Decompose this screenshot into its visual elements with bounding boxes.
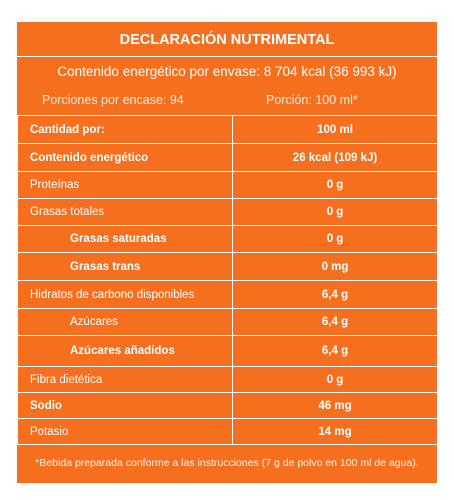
nutrient-name: Potasio <box>18 419 233 445</box>
nutrition-facts-panel <box>17 22 437 483</box>
nutrient-value: 100 ml <box>233 116 438 144</box>
table-row <box>18 226 438 253</box>
table-row <box>18 367 438 393</box>
nutrient-value: 6,4 g <box>233 281 438 309</box>
nutrient-value: 6,4 g <box>233 309 438 336</box>
nutrient-name: Grasas trans <box>18 253 233 281</box>
nutrient-value: 46 mg <box>233 393 438 419</box>
nutrient-name: Azúcares <box>18 309 233 336</box>
nutrient-name: Contenido energético <box>18 144 233 172</box>
serving-info <box>17 87 437 115</box>
table-row <box>18 116 438 144</box>
label-title: DECLARACIÓN NUTRIMENTAL <box>17 22 437 57</box>
nutrient-value: 0 g <box>233 226 438 253</box>
table-row <box>18 309 438 336</box>
serving-size: Porción: 100 ml* <box>266 93 358 107</box>
table-row <box>18 336 438 367</box>
energy-per-package: Contenido energético por envase: 8 704 kcal (36 993 kJ) <box>57 64 397 79</box>
nutrient-value: 0 g <box>233 199 438 226</box>
nutrient-value: 0 mg <box>233 253 438 281</box>
footnote: *Bebida preparada conforme a las instrucciones (7 g de polvo en 100 ml de agua). <box>17 444 437 484</box>
nutrient-name: Cantidad por: <box>18 116 233 144</box>
servings-per-package: Porciones por encase: 94 <box>42 93 184 107</box>
nutrient-value: 0 g <box>233 367 438 393</box>
table-row <box>18 144 438 172</box>
nutrient-name: Hidratos de carbono disponibles <box>18 281 233 309</box>
table-row <box>18 419 438 445</box>
nutrient-name: Grasas totales <box>18 199 233 226</box>
nutrient-value: 0 g <box>233 172 438 199</box>
nutrient-name: Azúcares añadidos <box>18 336 233 367</box>
nutrient-name: Grasas saturadas <box>18 226 233 253</box>
nutrient-name: Sodio <box>18 393 233 419</box>
nutrient-value: 6,4 g <box>233 336 438 367</box>
nutrient-name: Proteínas <box>18 172 233 199</box>
nutrient-value: 26 kcal (109 kJ) <box>233 144 438 172</box>
nutrients-table <box>17 115 438 445</box>
table-row <box>18 281 438 309</box>
nutrient-name: Fibra dietética <box>18 367 233 393</box>
table-row <box>18 393 438 419</box>
table-row <box>18 199 438 226</box>
nutrient-value: 14 mg <box>233 419 438 445</box>
table-row <box>18 253 438 281</box>
table-row <box>18 172 438 199</box>
